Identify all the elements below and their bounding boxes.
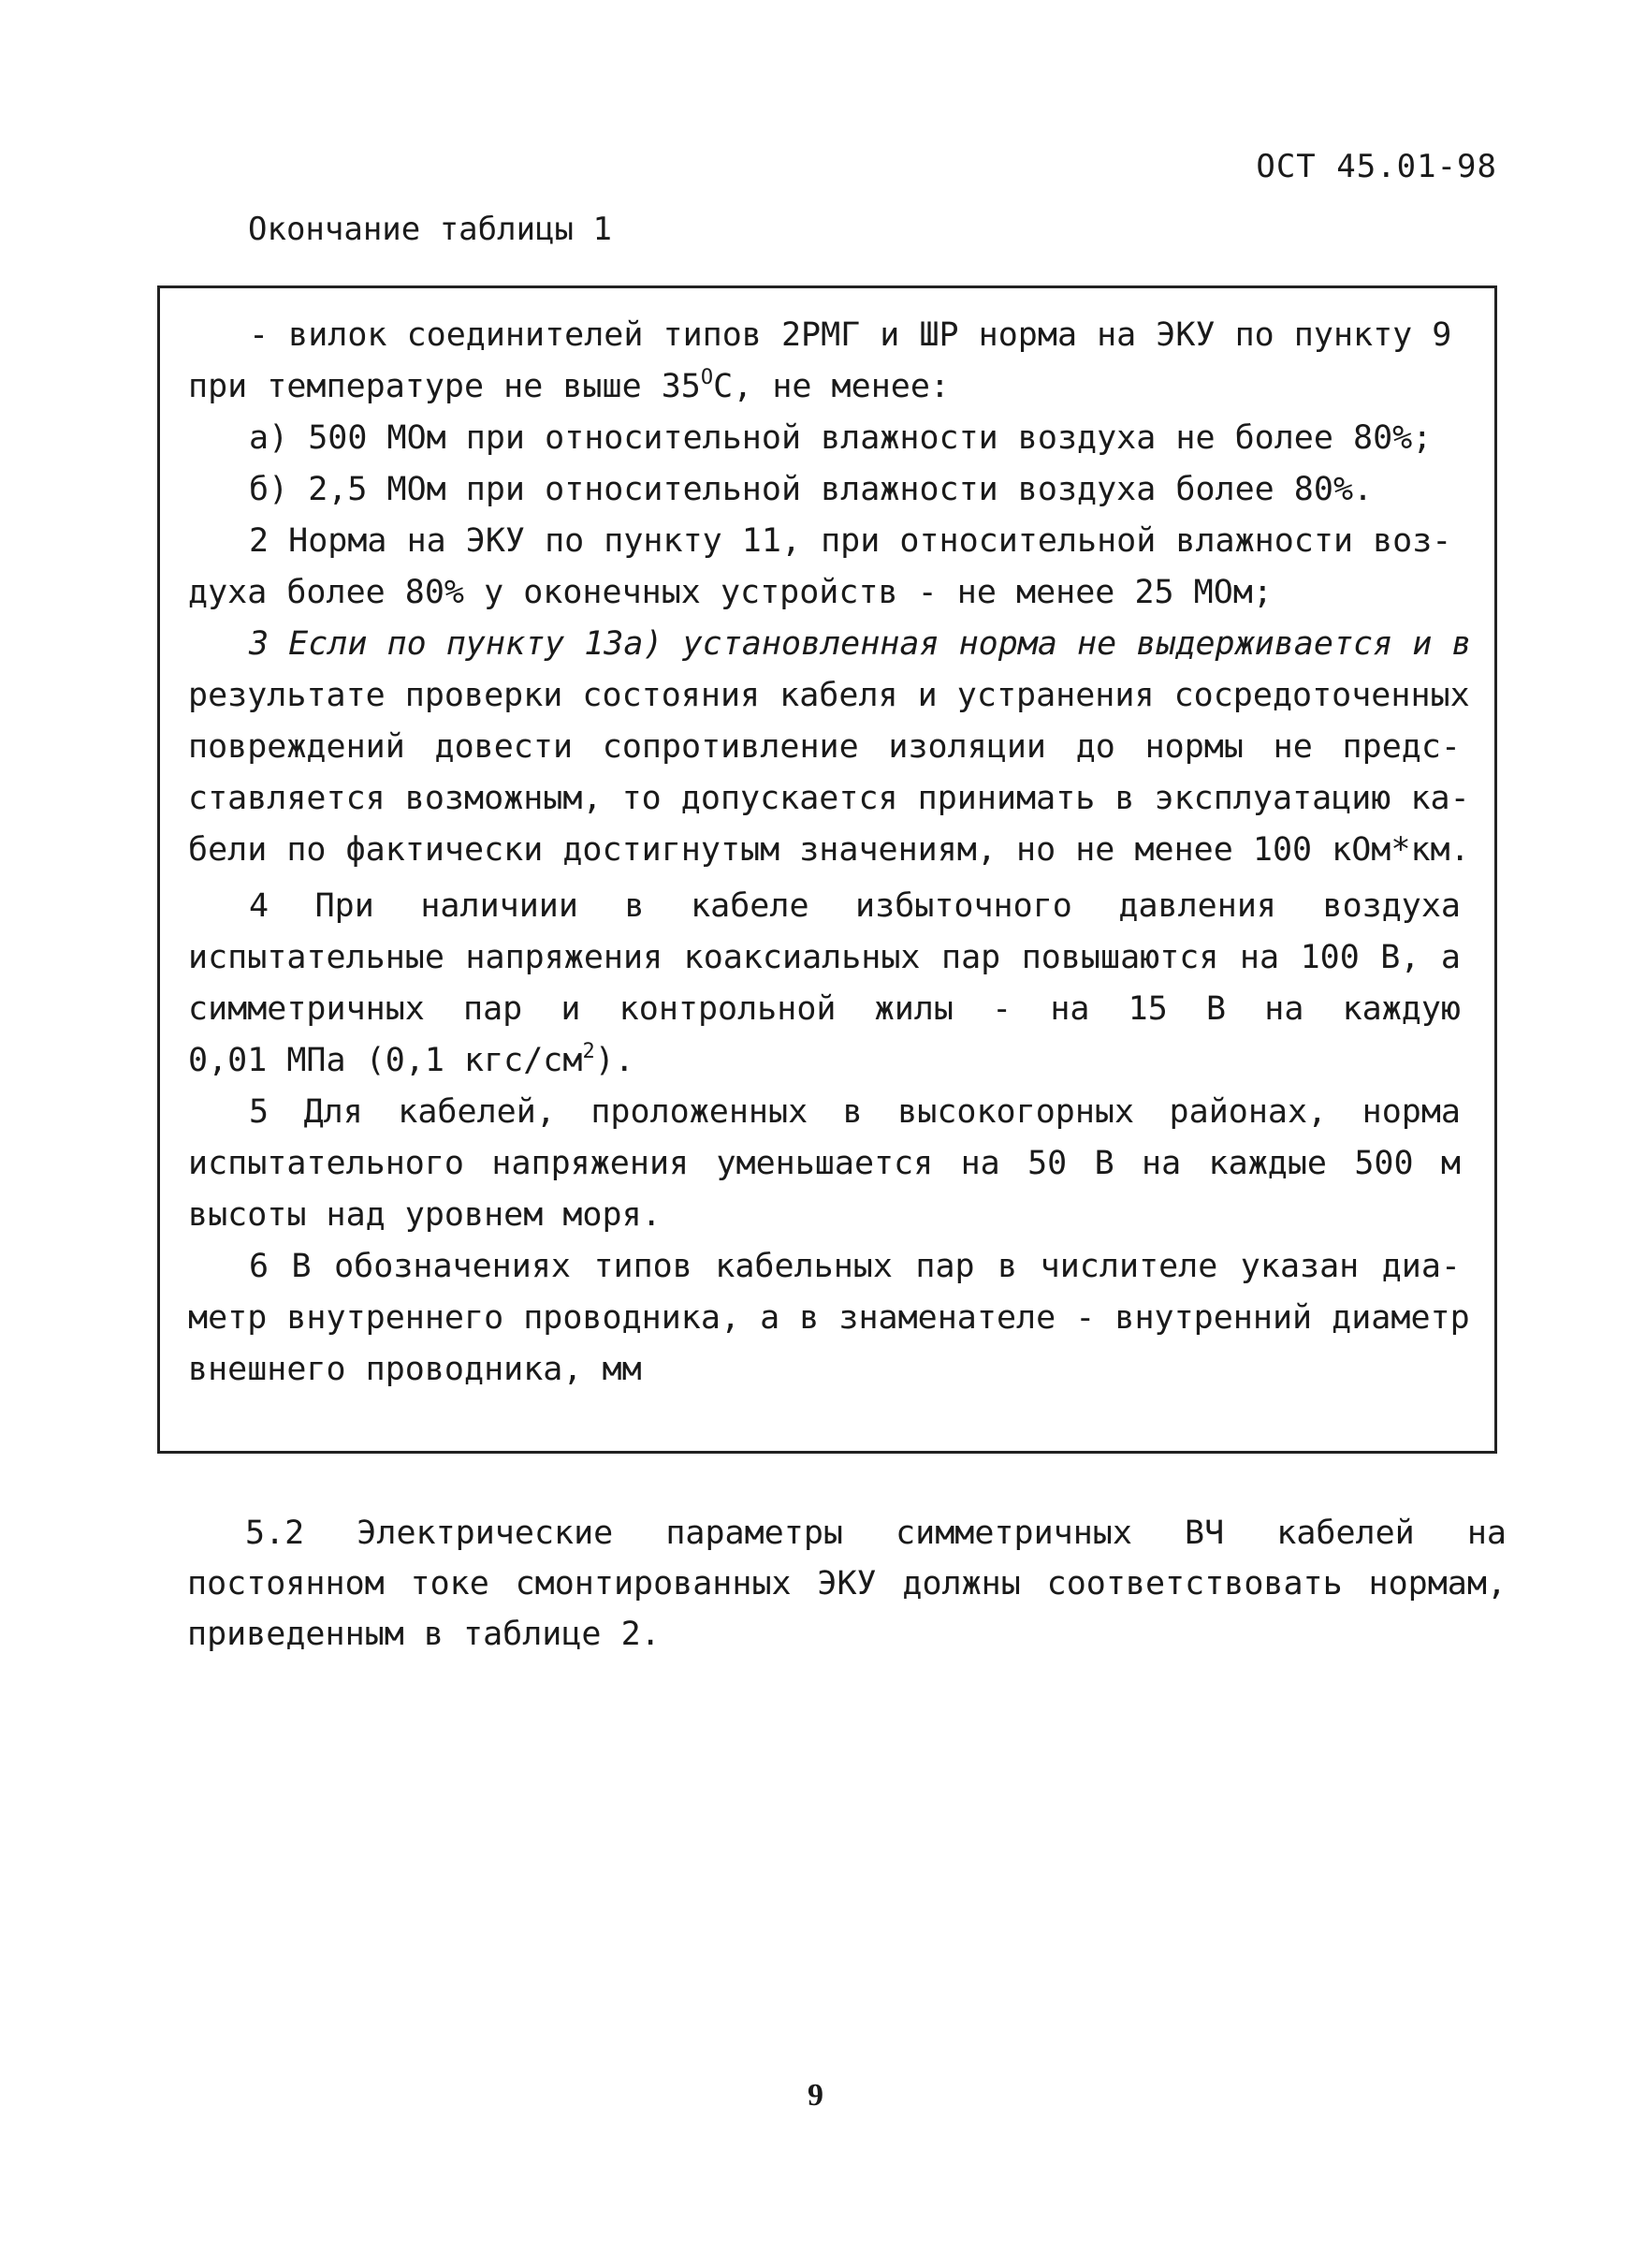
square-superscript: 2 [582, 1040, 595, 1063]
note-line: повреждений довести сопротивление изоляции до нормы не предс- [188, 728, 1461, 766]
note-line: б) 2,5 МОм при относительной влажности воздуха более 80%. [249, 471, 1374, 508]
note-line: 3 Если по пункту 13а) установленная норма не выдерживается и в [249, 625, 1472, 663]
note-line [188, 368, 950, 405]
note-line: 6 В обозначениях типов кабельных пар в числителе указан диа- [249, 1248, 1461, 1285]
note-line: испытательные напряжения коаксиальных пар повышаются на 100 В, а [188, 939, 1461, 976]
note-text: С, не менее: [713, 368, 950, 405]
note-text: при температуре не выше 35 [188, 368, 701, 405]
note-line: а) 500 МОм при относительной влажности воздуха не более 80%; [249, 419, 1433, 457]
note-line: 2 Норма на ЭКУ по пункту 11, при относительной влажности воз- [249, 522, 1452, 560]
note-line: внешнего проводника, мм [188, 1351, 642, 1388]
paragraph-line: постоянном токе смонтированных ЭКУ должны соответствовать нормам, [187, 1565, 1507, 1602]
note-line: 4 При наличиии в кабеле избыточного давления воздуха [249, 887, 1461, 925]
document-code: ОСТ 45.01-98 [1256, 148, 1497, 185]
page-number: 9 [808, 2078, 823, 2113]
note-line: духа более 80% у оконечных устройств - не менее 25 МОм; [188, 574, 1273, 611]
note-text: 0,01 МПа (0,1 кгс/см [188, 1042, 583, 1079]
paragraph-line: 5.2 Электрические параметры симметричных ВЧ кабелей на [245, 1514, 1507, 1552]
note-line: - вилок соединителей типов 2РМГ и ШР норма на ЭКУ по пункту 9 [249, 316, 1452, 354]
note-line: результате проверки состояния кабеля и устранения сосредоточенных [188, 677, 1470, 714]
note-line [188, 1042, 634, 1079]
table-notes-box [157, 285, 1497, 1454]
degree-superscript: О [700, 366, 714, 389]
table-caption: Окончание таблицы 1 [248, 211, 612, 248]
note-text: ). [594, 1042, 634, 1079]
note-line: высоты над уровнем моря. [188, 1196, 662, 1234]
note-line: испытательного напряжения уменьшается на 50 В на каждые 500 м [188, 1145, 1461, 1182]
note-line: бели по фактически достигнутым значениям, но не менее 100 кОм*км. [188, 831, 1470, 869]
note-line: ставляется возможным, то допускается принимать в эксплуатацию ка- [188, 780, 1470, 817]
note-line: метр внутреннего проводника, а в знаменателе - внутренний диаметр [188, 1299, 1470, 1337]
paragraph-line: приведенным в таблице 2. [187, 1616, 661, 1653]
note-line: симметричных пар и контрольной жилы - на 15 В на каждую [188, 990, 1461, 1028]
note-line: 5 Для кабелей, проложенных в высокогорных районах, норма [249, 1093, 1461, 1131]
